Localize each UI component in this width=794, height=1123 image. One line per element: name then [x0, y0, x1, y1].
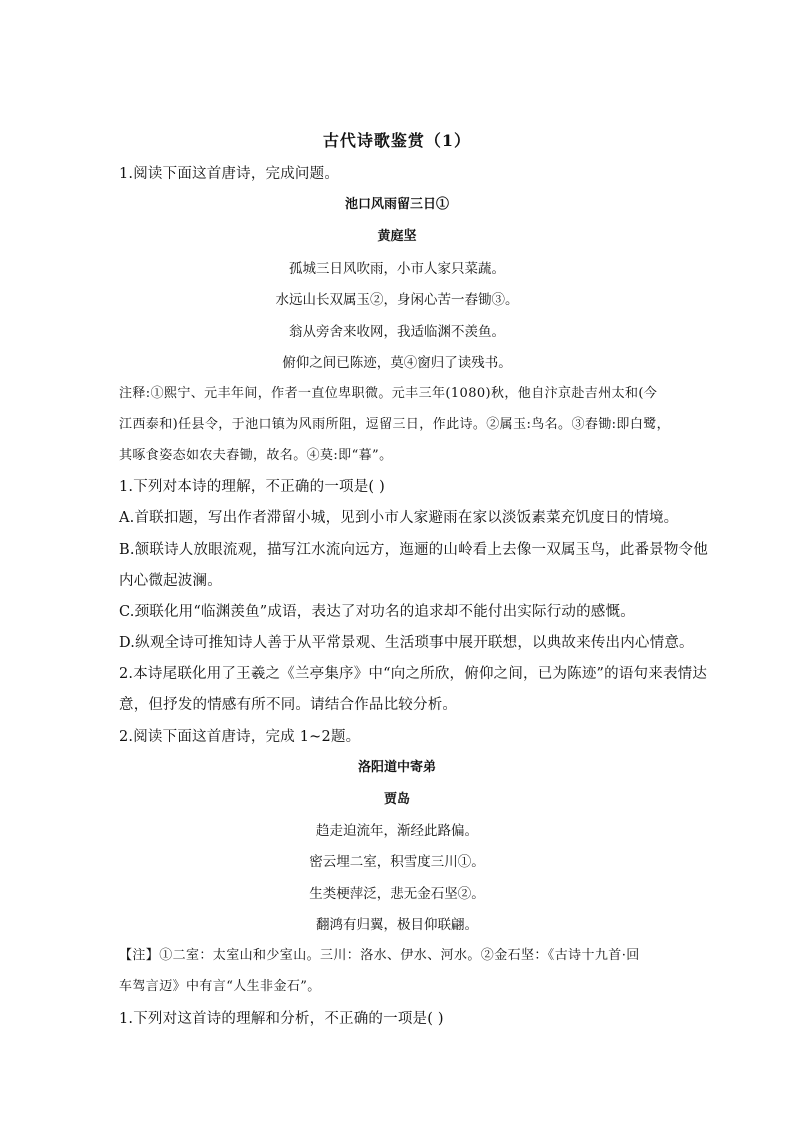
q1-sub2-stem-cont: 意，但抒发的情感有所不同。请结合作品比较分析。 [119, 697, 458, 713]
q2-poem-line: 密云埋二室，积雪度三川①。 [309, 854, 485, 870]
q1-poem-line: 俯仰之间已陈迹，莫④窗归了读残书。 [282, 355, 512, 371]
q1-note-line: 注释:①熙宁、元丰年间，作者一直位卑职微。元丰三年(1080)秋，他自汴京赴吉州太和(今 [119, 386, 658, 401]
q2-intro: 2.阅读下面这首唐诗，完成 1~2题。 [119, 729, 361, 745]
q2-sub1-stem: 1.下列对这首诗的理解和分析，不正确的一项是( ) [119, 1011, 444, 1027]
q2-note-line: 车驾言迈》中有言“人生非金石”。 [119, 979, 321, 994]
q1-option-b-cont: 内心微起波澜。 [119, 573, 222, 589]
q1-poem-line: 水远山长双属玉②，身闲心苦一舂锄③。 [275, 292, 519, 308]
q2-poem-line: 生类梗萍泛，悲无金石坚②。 [309, 886, 485, 902]
q1-note-line: 江西泰和)任县令，于池口镇为风雨所阻，逗留三日，作此诗。②属玉:鸟名。③舂锄:即白鹭， [119, 417, 671, 432]
q1-option-b: B.颔联诗人放眼流观，描写江水流向远方，迤逦的山岭看上去像一双属玉鸟，此番景物令他 [119, 542, 708, 558]
q2-author: 贾岛 [383, 792, 410, 807]
q1-intro: 1.阅读下面这首唐诗，完成问题。 [119, 166, 340, 182]
q1-poem-line: 孤城三日风吹雨，小市人家只菜蔬。 [289, 261, 505, 277]
q1-option-a: A.首联扣题，写出作者滞留小城，见到小市人家避雨在家以淡饭素菜充饥度日的情境。 [119, 510, 679, 526]
q1-sub1-stem: 1.下列对本诗的理解，不正确的一项是( ) [119, 479, 385, 495]
q2-poem-title: 洛阳道中寄弟 [357, 760, 436, 775]
q1-poem-line: 翁从旁舍来收网，我适临渊不羡鱼。 [289, 324, 505, 340]
q1-poem-title: 池口风雨留三日① [344, 197, 449, 212]
page-title: 古代诗歌鉴赏（1） [322, 131, 472, 150]
q1-author: 黄庭坚 [377, 229, 417, 244]
q2-poem-line: 翻鸿有归翼，极目仰联翩。 [316, 917, 478, 933]
q2-note-line: 【注】①二室：太室山和少室山。三川：洛水、伊水、河水。②金石坚：《古诗十九首·回 [119, 948, 640, 963]
q1-note-line: 其啄食姿态如农夫舂锄，故名。④莫:即“暮”。 [119, 448, 393, 463]
q1-sub2-stem: 2.本诗尾联化用了王羲之《兰亭集序》中“向之所欣，俯仰之间，已为陈迹”的语句来表情达 [119, 666, 708, 682]
q2-poem-line: 趋走迫流年，渐经此路偏。 [316, 823, 478, 839]
q1-option-c: C.颈联化用“临渊羡鱼”成语，表达了对功名的追求却不能付出实际行动的感慨。 [119, 604, 635, 620]
q1-option-d: D.纵观全诗可推知诗人善于从平常景观、生活琐事中展开联想，以典故来传出内心情意。 [119, 635, 694, 651]
